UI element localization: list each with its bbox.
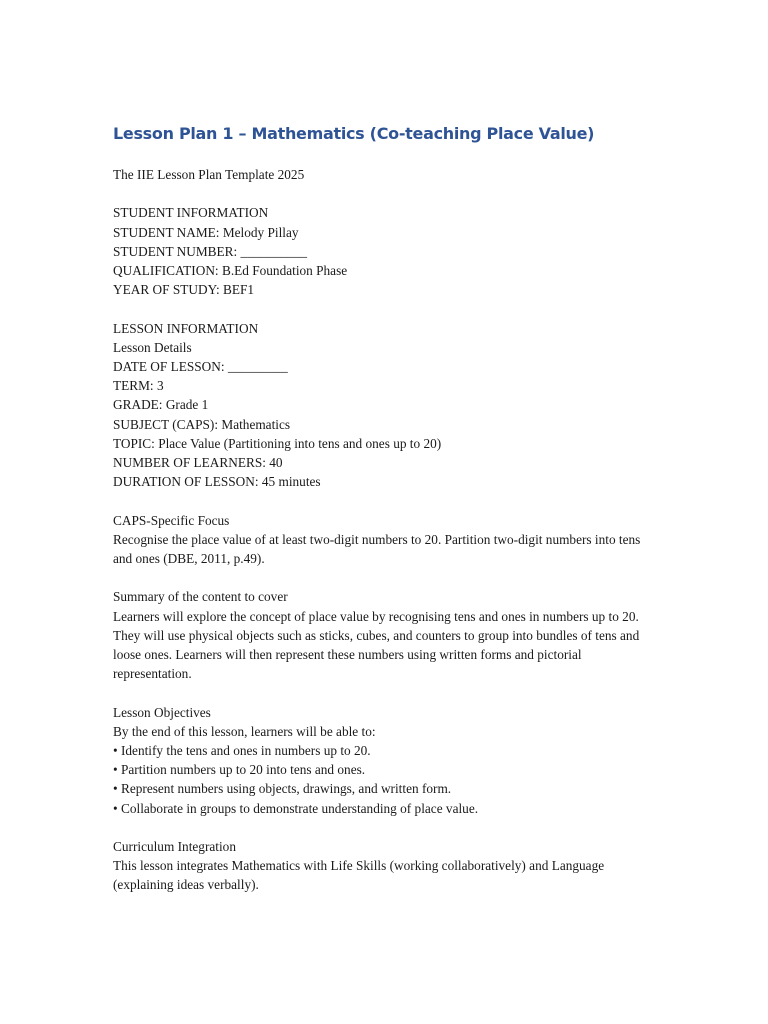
student-name: STUDENT NAME: Melody Pillay: [113, 224, 299, 240]
lesson-info-heading: LESSON INFORMATION: [113, 320, 259, 336]
spacer: [113, 568, 673, 587]
lesson-term: TERM: 3: [113, 378, 164, 394]
spacer: [113, 683, 673, 702]
lesson-date: DATE OF LESSON: _________: [113, 359, 288, 374]
list-item: • Collaborate in groups to demonstrate understanding of place value.: [113, 800, 479, 816]
objectives-list: [113, 741, 673, 818]
summary-text: Learners will explore the concept of place value by recognising tens and ones in numbers up to 20. They will use physical objects such as sticks, cubes, and counters to group into bundles of tens and loose ones. Learners will then represent these numbers using written forms and pictorial representation.: [113, 608, 640, 682]
lesson-details-subheading: Lesson Details: [113, 339, 192, 355]
qualification: QUALIFICATION: B.Ed Foundation Phase: [113, 263, 348, 278]
lesson-grade: GRADE: Grade 1: [113, 397, 209, 413]
list-item: • Partition numbers up to 20 into tens and ones.: [113, 762, 366, 778]
spacer: [113, 491, 673, 510]
lesson-duration: DURATION OF LESSON: 45 minutes: [113, 474, 321, 490]
integration-text: This lesson integrates Mathematics with Life Skills (working collaboratively) and Language (explaining ideas verbally).: [113, 858, 605, 893]
lesson-topic: TOPIC: Place Value (Partitioning into tens and ones up to 20): [113, 435, 442, 451]
spacer: [113, 818, 673, 837]
student-number: STUDENT NUMBER: __________: [113, 243, 308, 259]
document-body: [113, 122, 673, 895]
lesson-subject: SUBJECT (CAPS): Mathematics: [113, 416, 291, 432]
template-line: The IIE Lesson Plan Template 2025: [113, 167, 305, 182]
summary-heading: Summary of the content to cover: [113, 589, 288, 605]
caps-focus-text: Recognise the place value of at least two-digit numbers to 20. Partition two-digit numbers into tens and ones (DBE, 2011, p.49).: [113, 531, 641, 567]
list-item: • Represent numbers using objects, drawings, and written form.: [113, 781, 452, 797]
spacer: [113, 184, 673, 203]
list-item: • Identify the tens and ones in numbers up to 20.: [113, 743, 371, 759]
caps-focus-heading: CAPS-Specific Focus: [113, 512, 230, 528]
objectives-heading: Lesson Objectives: [113, 704, 211, 720]
student-info-heading: STUDENT INFORMATION: [113, 205, 269, 221]
lesson-learners: NUMBER OF LEARNERS: 40: [113, 455, 283, 471]
spacer: [113, 299, 673, 318]
integration-heading: Curriculum Integration: [113, 839, 236, 855]
document-title: Lesson Plan 1 – Mathematics (Co-teaching Place Value): [113, 124, 595, 143]
year-of-study: YEAR OF STUDY: BEF1: [113, 282, 254, 298]
objectives-intro: By the end of this lesson, learners will be able to:: [113, 723, 376, 739]
